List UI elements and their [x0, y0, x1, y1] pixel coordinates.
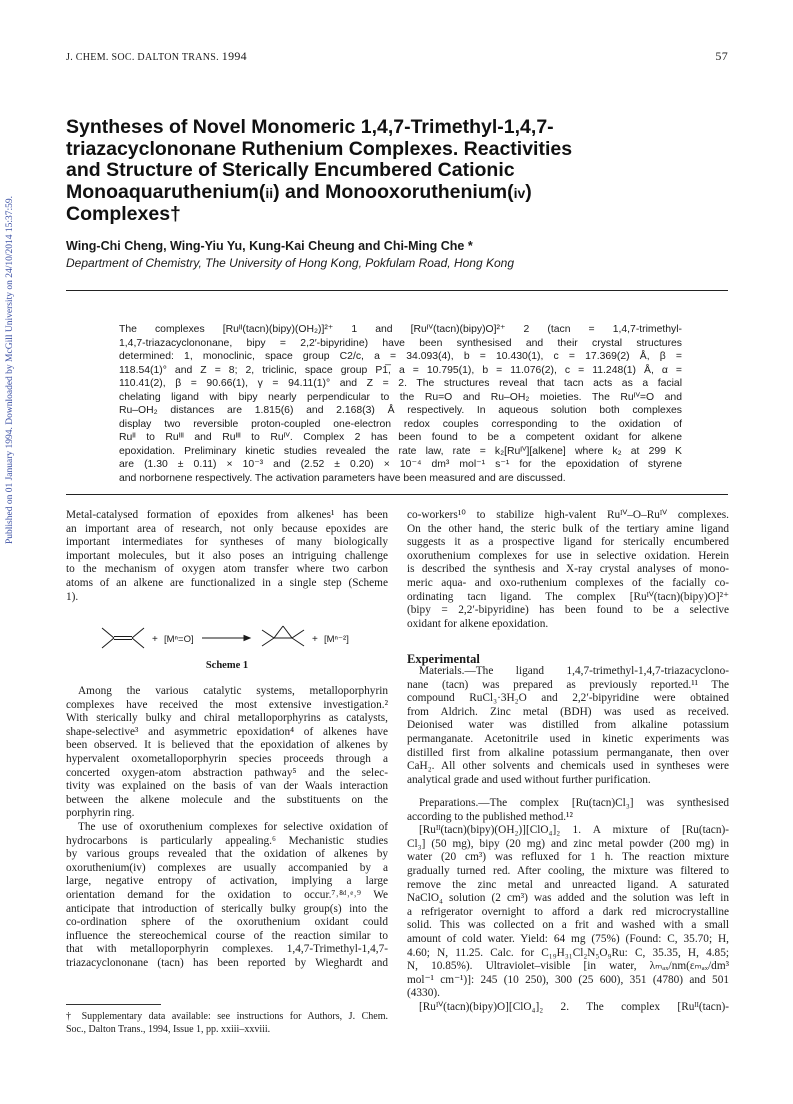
body-line: distilled first from alkaline potassium permanganate, then over — [407, 746, 729, 759]
body-line: triazacyclononane (tacn) has been reported by Wieghardt and — [66, 956, 388, 969]
body-line: (bipy = 2,2′-bipyridine) has been found to be a selective — [407, 604, 729, 617]
plus-sign-1: + — [152, 634, 158, 645]
running-head — [66, 49, 728, 63]
abstract-line: The complexes [Ruᴵᴵ(tacn)(bipy)(OH₂)]²⁺ 1 and [Ruᴵⱽ(tacn)(bipy)O]²⁺ 2 (tacn = 1,4,7-trimethyl- — [119, 324, 682, 335]
body-line: gradually turned red. After cooling, the mixture was filtered to — [407, 864, 729, 877]
body-line: oxidant for alkene epoxidation. — [407, 617, 549, 630]
body-line: from Aldrich. Zinc metal (BDH) was used as received. — [407, 705, 729, 718]
body-line: an important area of research, not only because epoxides are — [66, 522, 388, 535]
body-line: anticipate that introduction of sterically bulky group(s) into the — [66, 902, 388, 915]
title-line-3: and Structure of Sterically Encumbered Cationic — [66, 159, 515, 182]
alkene-structure — [102, 628, 144, 648]
body-line: to the mechanism of oxygen atom transfer where two carbon — [66, 563, 388, 576]
section-heading-experimental: Experimental — [407, 652, 480, 666]
abstract-line: 118.54(1)° and Z = 8; 2, triclinic, space group P1̅, a = 10.795(1), b = 11.076(2), c = 11.248(1) Å, α = — [119, 364, 682, 376]
body-line: co-ordination sphere of the oxoruthenium oxidant could — [66, 916, 388, 929]
body-line: With sterically bulky and chiral metalloporphyrins as catalysts, — [66, 712, 388, 725]
body-line: atoms of an alkene are functionalized in a single step (Scheme — [66, 576, 388, 589]
body-line: large, negative entropy of activation, implying a large — [66, 875, 388, 888]
page-number: 57 — [715, 49, 728, 63]
journal-name: J. CHEM. SOC. DALTON TRANS. 1994 — [66, 49, 247, 63]
abstract — [119, 323, 682, 485]
body-line: co-workers¹⁰ to stabilize high-valent Ruᴵⱽ–O–Ruᴵⱽ complexes. — [407, 509, 729, 521]
body-line: is described the synthesis and X-ray crystal analyses of mono- — [407, 563, 729, 576]
abstract-line: epoxidation. Preliminary kinetic studies revealed the rate law, rate = k₂[Ruᴵⱽ][alkene] where k₂ at 299 K — [119, 445, 682, 457]
oxo-reagent: [Mⁿ=O] — [164, 634, 194, 645]
footnote-rule — [66, 1004, 161, 1005]
body-line: Metal-catalysed formation of epoxides from alkenes¹ has been — [66, 509, 388, 521]
abstract-line: Ruᴵᴵ to Ruᴵᴵᴵ and Ruᴵᴵᴵ to Ruᴵⱽ. Complex 2 has been found to be a competent oxidant for alkene — [119, 432, 682, 443]
body-line: nane (tacn) was prepared as previously reported.¹¹ The — [407, 678, 729, 691]
body-line: N, 10.85%). Ultraviolet–visible [in water, λₘₐₓ/nm(εₘₐₓ/dm³ — [407, 960, 729, 973]
abstract-line: 110.41(2), β = 90.66(1), γ = 94.11(1)° and Z = 2. The structures reveal that tacn acts as a facial — [119, 378, 682, 389]
epoxide-structure — [262, 626, 304, 646]
footnote-line: Soc., Dalton Trans., 1994, Issue 1, pp. xxiii–xxviii. — [66, 1023, 271, 1035]
body-line: orientation demand for the oxidation to occur.⁷˒⁸ᵈ˒ᵉ˒⁹ We — [66, 888, 388, 901]
scheme-label: Scheme 1 — [205, 660, 249, 671]
title-line-1: Syntheses of Novel Monomeric 1,4,7-Trimethyl-1,4,7- — [66, 116, 554, 138]
body-line: analytical grade and used without further purification. — [407, 773, 651, 786]
body-line: CaH₂. All other solvents and chemicals used in syntheses were — [407, 760, 729, 773]
journal-year: 1994 — [221, 49, 247, 63]
body-line: suggests it as a prospective ligand for sterically encumbered — [407, 536, 729, 549]
body-line: Cl₃] (50 mg), bipy (20 mg) and zinc metal powder (200 mg) in — [407, 837, 729, 850]
body-line: meric aqua- and oxo-ruthenium complexes of the facially co- — [407, 576, 729, 589]
body-line: mol⁻¹ cm⁻¹)]: 245 (10 250), 300 (25 600), 351 (4780) and 501 — [407, 973, 729, 986]
body-line: Among the various catalytic systems, metalloporphyrin — [78, 685, 388, 697]
abstract-line: determined: 1, monoclinic, space group C2/c, a = 34.093(4), b = 10.430(1), c = 17.369(2) Å, β = — [119, 351, 682, 362]
body-line: solid. This was collected on a frit and washed with a small — [407, 919, 729, 932]
body-line: oxoruthenium(iv) complexes are usually accompanied by a — [66, 861, 388, 874]
body-line: tivity was explained on the basis of van der Waals interaction — [66, 780, 388, 793]
title-line-2: triazacyclononane Ruthenium Complexes. Reactivities — [66, 137, 573, 160]
title-line-5: Complexes† — [66, 203, 181, 226]
body-line: NaClO₄ solution (2 cm³) was added and the solution was left in — [407, 892, 729, 905]
footnote — [66, 1011, 388, 1036]
body-line: 1). — [66, 590, 79, 603]
body-line: between the alkene molecule and the substituents on the — [66, 793, 388, 806]
reduced-metal-product: [Mⁿ⁻²] — [324, 634, 349, 645]
abstract-bottom-rule — [66, 494, 728, 495]
plus-sign-2: + — [312, 634, 318, 645]
title-line-4: Monoaquaruthenium(ii) and Monooxoruthenium(iv) — [66, 180, 532, 203]
body-line: compound RuCl₃·3H₂O and 2,2′-bipyridine were obtained — [407, 692, 729, 705]
body-line: remove the zinc metal and unreacted ligand. A saturated — [407, 878, 729, 891]
author-list: Wing-Chi Cheng, Wing-Yiu Yu, Kung-Kai Cheung and Chi-Ming Che * — [66, 239, 473, 253]
intro-paragraph-continued — [407, 509, 729, 631]
abstract-top-rule — [66, 290, 728, 291]
body-line: shape-selective³ and asymmetric epoxidation⁴ of alkenes have — [66, 725, 388, 738]
body-line: porphyrin ring. — [66, 807, 135, 820]
body-line: influence the stereochemical course of the reaction similar to — [66, 929, 388, 942]
body-line: according to the published method.¹² — [407, 810, 573, 823]
body-line: a refrigerator overnight to afford a dark red microcrystalline — [407, 905, 729, 918]
abstract-line: 1,4,7-triazacyclononane, bipy = 2,2′-bipyridine) have been synthesised and their crystal structures — [119, 337, 682, 349]
abstract-line: chelating ligand with bipy nearly perpendicular to the Ru=O and Ru–OH₂ moieties. The Ruᴵⱽ=O and — [119, 391, 682, 403]
materials-paragraph — [407, 665, 729, 787]
body-line: permanganate. Acetonitrile used in kinetic experiments was — [407, 732, 729, 745]
reaction-arrow — [202, 636, 250, 641]
abstract-line: display two reversible proton-coupled one-electron redox couples corresponding to the oxidation of — [119, 418, 682, 430]
body-line: ordinating tacn ligand. The complex [Ruᴵⱽ(tacn)(bipy)O]²⁺ — [407, 590, 729, 603]
download-stamp — [0, 60, 20, 680]
footnote-line: † Supplementary data available: see instructions for Authors, J. Chem. — [66, 1011, 388, 1022]
body-line: concerted oxygen-atom abstraction pathway⁵ and the selec- — [66, 766, 388, 779]
body-line: 4.60; N, 11.25. Calc. for C₁₉H₃₁Cl₂N₅O₉Ru: C, 35.35, H, 4.85; — [407, 946, 729, 959]
body-line: amount of cold water. Yield: 64 mg (75%) (Found: C, 35.70; H, — [407, 932, 729, 945]
abstract-line: and norbornene respectively. The activation parameters have been measured and are discussed. — [119, 472, 566, 484]
body-line: [Ruᴵⱽ(tacn)(bipy)O][ClO₄]₂ 2. The complex [Ruᴵᴵ(tacn)- — [419, 1000, 729, 1013]
body-line: On the other hand, the steric bulk of the tertiary amine ligand — [407, 522, 729, 535]
body-line: hydrocarbons is particularly appealing.⁶ Mechanistic studies — [66, 834, 388, 847]
body-line: The use of oxoruthenium complexes for selective oxidation of — [78, 820, 388, 833]
intro-paragraphs-2-3 — [66, 685, 388, 970]
article-title — [66, 117, 706, 226]
abstract-line: Ru–OH₂ distances are 1.815(6) and 2.168(3) Å respectively. In aqueous solution both complexes — [119, 405, 682, 416]
body-line: by various groups revealed that the oxidation of alkenes by — [66, 848, 388, 861]
body-line: oxoruthenium complexes for use in selective oxidation. Herein — [407, 549, 729, 562]
body-line: complexes have received the most extensive investigation.² — [66, 698, 388, 711]
preparations-paragraph — [407, 797, 729, 1015]
body-line: important intermediates for syntheses of many biologically — [66, 536, 388, 549]
body-line: important molecules, but it also poses an intriguing challenge — [66, 549, 388, 562]
body-line: Deionised water was distilled from alkaline potassium — [407, 719, 729, 732]
body-line: that with metalloporphyrin complexes. 1,4,7-Trimethyl-1,4,7- — [66, 943, 388, 956]
download-stamp-text: Published on 01 January 1994. Downloaded by McGill University on 24/10/2014 15:37:59. — [5, 195, 16, 545]
body-line: been observed. It is believed that the epoxidation of alkenes by — [66, 739, 388, 752]
scheme-1-reaction — [96, 619, 356, 657]
abstract-line: are (1.30 ± 0.11) × 10⁻³ and (2.52 ± 0.20) × 10⁻⁴ dm³ mol⁻¹ s⁻¹ for the epoxidation of styrene — [119, 459, 682, 470]
body-line: (4330). — [407, 987, 440, 1000]
body-line: hypervalent oxometalloporphyrin species proceeds through a — [66, 752, 388, 765]
body-line: Materials.—The ligand 1,4,7-trimethyl-1,4,7-triazacyclono- — [419, 665, 729, 677]
affiliation: Department of Chemistry, The University of Hong Kong, Pokfulam Road, Hong Kong — [66, 256, 514, 270]
body-line: Preparations.—The complex [Ru(tacn)Cl₃] was synthesised — [419, 797, 729, 809]
intro-paragraph-1 — [66, 509, 388, 604]
body-line: water (20 cm³) was refluxed for 1 h. The reaction mixture — [407, 851, 729, 864]
body-line: [Ruᴵᴵ(tacn)(bipy)(OH₂)][ClO₄]₂ 1. A mixture of [Ru(tacn)- — [419, 824, 729, 837]
